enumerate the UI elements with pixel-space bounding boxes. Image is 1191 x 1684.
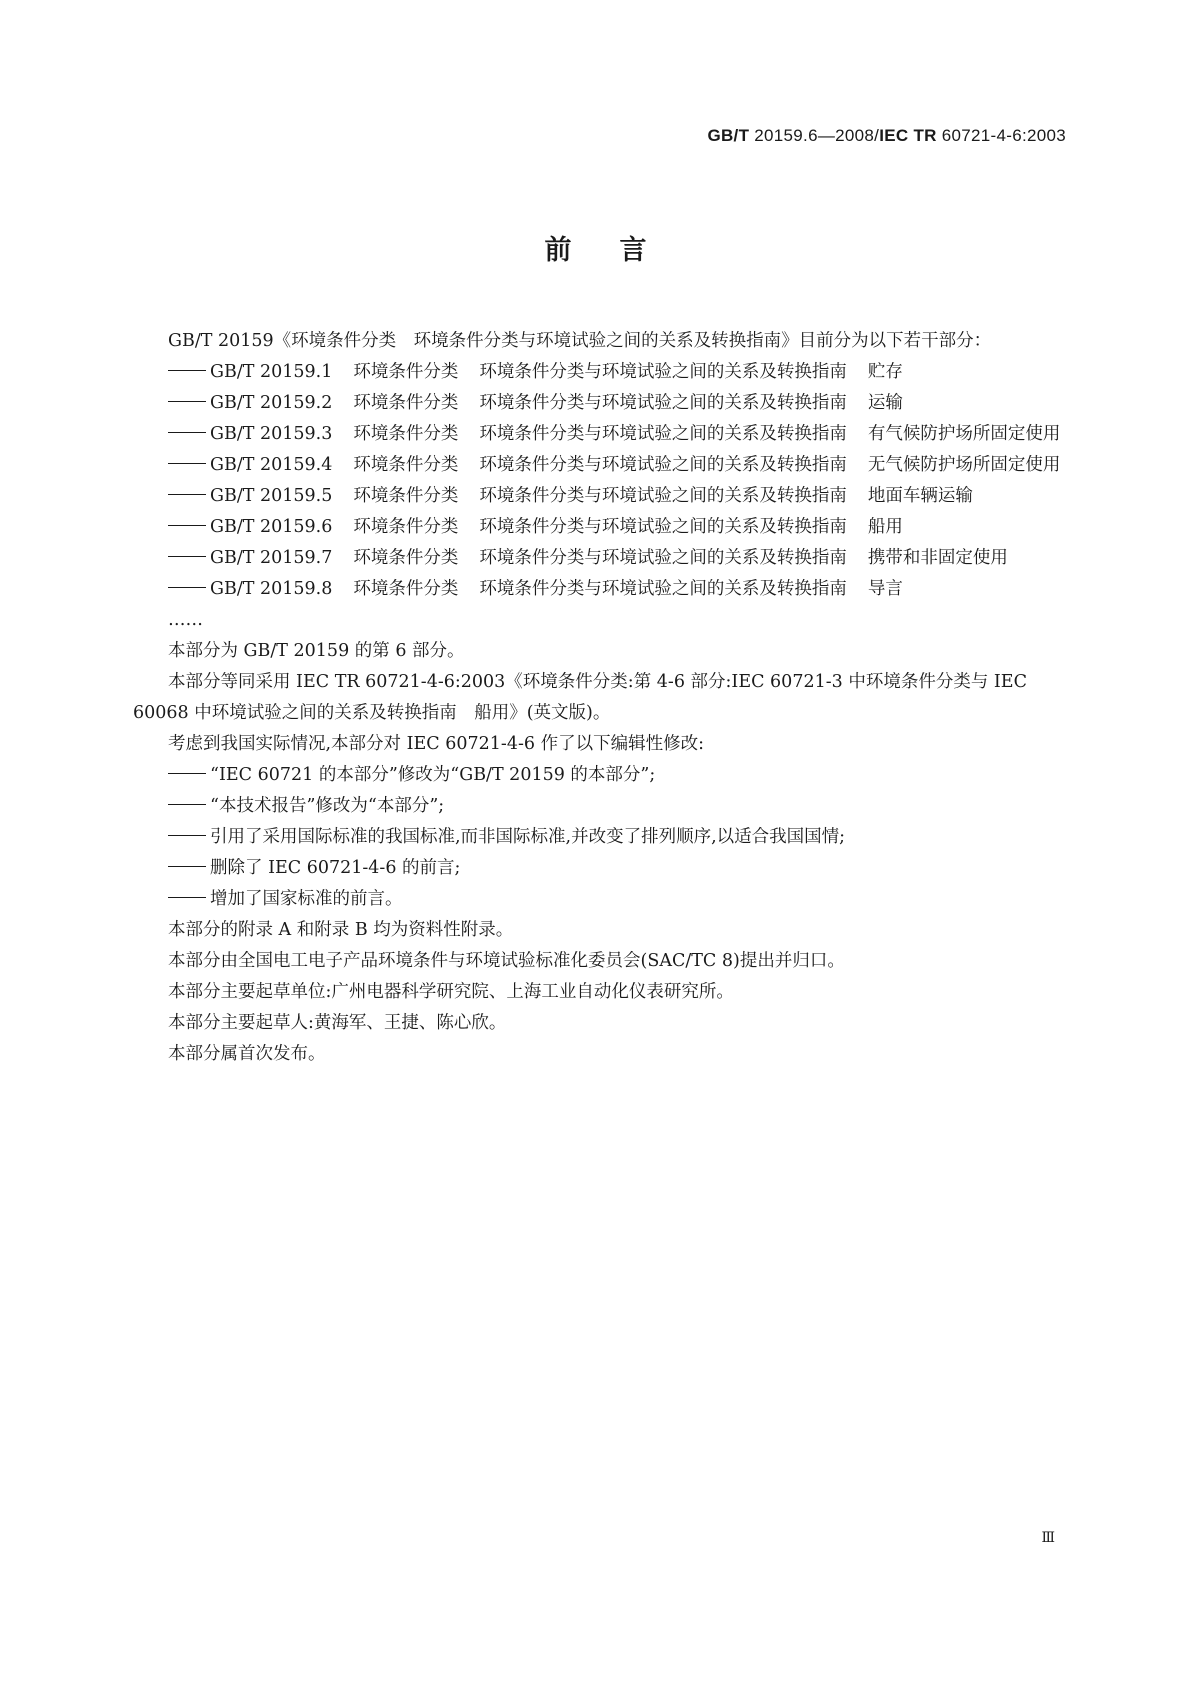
code-number: 20159.6—2008/ <box>749 126 880 145</box>
list-item: 增加了国家标准的前言。 <box>133 884 1065 915</box>
list-item: GB/T 20159.4 环境条件分类 环境条件分类与环境试验之间的关系及转换指南 无气候防护场所固定使用 <box>133 450 1065 481</box>
dash-mark <box>168 543 210 574</box>
dash-mark <box>168 853 210 884</box>
list-item: 删除了 IEC 60721-4-6 的前言; <box>133 853 1065 884</box>
code-iec: IEC TR <box>879 126 937 145</box>
list-item: 引用了采用国际标准的我国标准,而非国际标准,并改变了排列顺序,以适合我国国情; <box>133 822 1065 853</box>
code-iec-number: 60721-4-6:2003 <box>936 126 1066 145</box>
page-number: Ⅲ <box>1041 1530 1055 1546</box>
intro-paragraph: GB/T 20159《环境条件分类 环境条件分类与环境试验之间的关系及转换指南》目前分为以下若干部分： <box>168 331 992 351</box>
list-item: GB/T 20159.8 环境条件分类 环境条件分类与环境试验之间的关系及转换指南 导言 <box>133 574 1065 605</box>
list-item: GB/T 20159.1 环境条件分类 环境条件分类与环境试验之间的关系及转换指南 贮存 <box>133 357 1065 388</box>
list-item: GB/T 20159.5 环境条件分类 环境条件分类与环境试验之间的关系及转换指南 地面车辆运输 <box>133 481 1065 512</box>
dash-mark <box>168 357 210 388</box>
document-code <box>707 126 1066 146</box>
dash-mark <box>168 760 210 791</box>
list-item: GB/T 20159.2 环境条件分类 环境条件分类与环境试验之间的关系及转换指南 运输 <box>133 388 1065 419</box>
paragraph-adoption: 本部分等同采用 IEC TR 60721-4-6:2003《环境条件分类:第 4-6 部分:IEC 60721-3 中环境条件分类与 IEC 60068 中环境试验之间的关系及转换指南 船用》(英文版)。 <box>133 672 1027 723</box>
paragraph-changes: 考虑到我国实际情况,本部分对 IEC 60721-4-6 作了以下编辑性修改: <box>168 734 704 754</box>
list-item: “本技术报告”修改为“本部分”; <box>133 791 1065 822</box>
changes-list <box>133 760 1065 915</box>
dash-mark <box>168 481 210 512</box>
parts-list <box>133 357 1065 605</box>
dash-mark <box>168 884 210 915</box>
paragraph-drafters: 本部分主要起草人:黄海军、王捷、陈心欣。 <box>168 1013 507 1033</box>
paragraph-drafting-units: 本部分主要起草单位:广州电器科学研究院、上海工业自动化仪表研究所。 <box>168 982 734 1002</box>
dash-mark <box>168 388 210 419</box>
dash-mark <box>168 450 210 481</box>
code-prefix: GB/T <box>707 126 750 145</box>
dash-mark <box>168 512 210 543</box>
dash-mark <box>168 822 210 853</box>
paragraph-annex: 本部分的附录 A 和附录 B 均为资料性附录。 <box>168 920 514 940</box>
dash-mark <box>168 574 210 605</box>
list-item: GB/T 20159.6 环境条件分类 环境条件分类与环境试验之间的关系及转换指南 船用 <box>133 512 1065 543</box>
list-item: “IEC 60721 的本部分”修改为“GB/T 20159 的本部分”; <box>133 760 1065 791</box>
list-item: GB/T 20159.3 环境条件分类 环境条件分类与环境试验之间的关系及转换指南 有气候防护场所固定使用 <box>133 419 1065 450</box>
dash-mark <box>168 419 210 450</box>
paragraph-part: 本部分为 GB/T 20159 的第 6 部分。 <box>168 641 465 661</box>
paragraph-proposed: 本部分由全国电工电子产品环境条件与环境试验标准化委员会(SAC/TC 8)提出并归口。 <box>168 951 845 971</box>
list-ellipsis: …… <box>168 610 203 630</box>
list-item: GB/T 20159.7 环境条件分类 环境条件分类与环境试验之间的关系及转换指南 携带和非固定使用 <box>133 543 1065 574</box>
dash-mark <box>168 791 210 822</box>
page-title: 前言 <box>544 235 695 266</box>
paragraph-first-release: 本部分属首次发布。 <box>168 1044 326 1064</box>
foreword-body <box>133 326 1065 1070</box>
